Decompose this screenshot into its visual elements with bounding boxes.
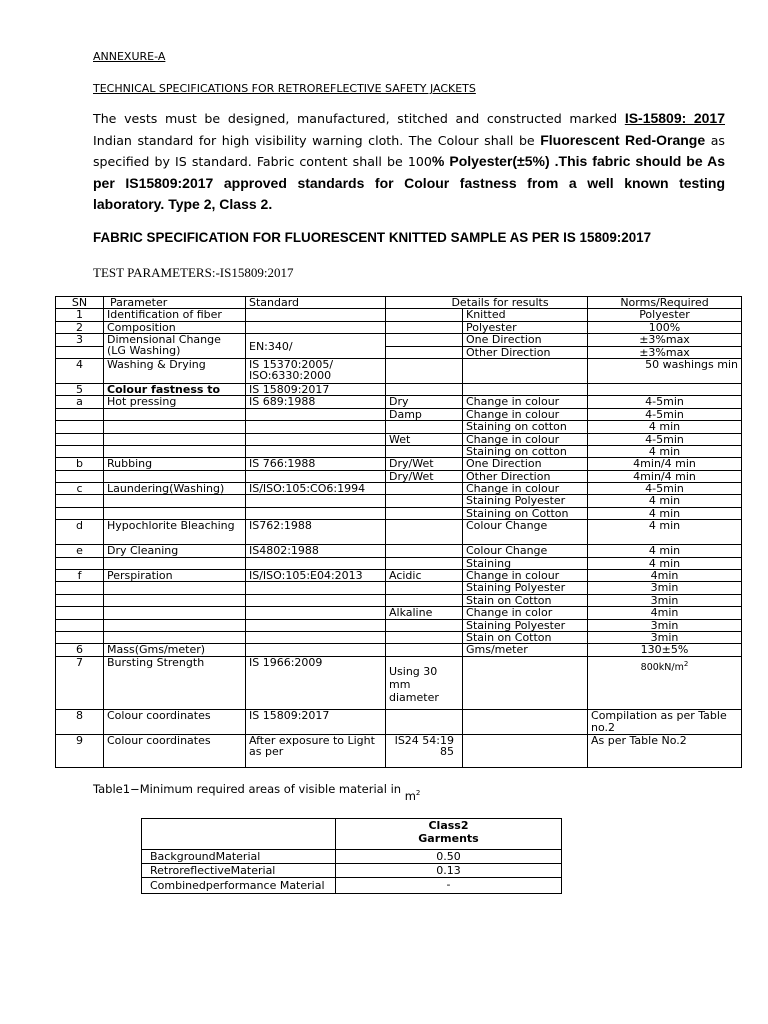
- condition-cell: [386, 346, 463, 358]
- standard-cell: IS 15370:2005/ ISO:6330:2000: [246, 358, 386, 383]
- condition-cell: Damp: [386, 408, 463, 420]
- detail-cell: [463, 656, 588, 709]
- detail-cell: [463, 709, 588, 734]
- parameter-cell: Hot pressing: [104, 396, 246, 408]
- header-cell: SN: [56, 297, 104, 309]
- norm-cell: 3min: [588, 582, 742, 594]
- norm-cell: 130±5%: [588, 644, 742, 656]
- standard-cell: [246, 470, 386, 482]
- condition-cell: Using 30 mm diameter: [386, 656, 463, 709]
- condition-cell: [386, 644, 463, 656]
- norm-cell: ±3%max: [588, 334, 742, 346]
- standard-cell: [246, 421, 386, 433]
- table-row: [56, 644, 742, 656]
- intro-paragraph: [93, 108, 725, 216]
- table-row: [56, 421, 742, 433]
- condition-cell: [386, 582, 463, 594]
- sn-cell: [56, 631, 104, 643]
- sn-cell: c: [56, 483, 104, 495]
- header-cell: Standard: [246, 297, 386, 309]
- norm-cell: 50 washings min: [588, 358, 742, 383]
- detail-cell: Change in colour: [463, 396, 588, 408]
- norm-cell: 4min: [588, 570, 742, 582]
- standard-cell: IS/ISO:105:E04:2013: [246, 570, 386, 582]
- norm-cell: 4min: [588, 607, 742, 619]
- sn-cell: d: [56, 520, 104, 545]
- parameter-cell: [104, 594, 246, 606]
- material-cell: RetroreflectiveMaterial: [142, 864, 336, 878]
- detail-cell: Other Direction: [463, 470, 588, 482]
- intro-polyester: % Polyester(±5%): [431, 153, 550, 169]
- intro-standard: IS-15809: 2017: [624, 110, 725, 126]
- detail-cell: [463, 734, 588, 767]
- sn-cell: [56, 507, 104, 519]
- detail-cell: Colour Change: [463, 520, 588, 545]
- sn-cell: [56, 582, 104, 594]
- detail-cell: Staining on cotton: [463, 445, 588, 457]
- detail-cell: Staining on cotton: [463, 421, 588, 433]
- standard-cell: [246, 445, 386, 457]
- material-cell: Combinedperformance Material: [142, 878, 336, 894]
- parameter-cell: Colour coordinates: [104, 734, 246, 767]
- parameter-cell: [104, 470, 246, 482]
- parameter-cell: [104, 408, 246, 420]
- norm-cell: 4 min: [588, 507, 742, 519]
- condition-cell: [386, 445, 463, 457]
- norm-cell: 4-5min: [588, 408, 742, 420]
- parameter-cell: [104, 557, 246, 569]
- table-row: [56, 470, 742, 482]
- table-row: [56, 594, 742, 606]
- norm-cell: 4min/4 min: [588, 458, 742, 470]
- standard-cell: After exposure to Light as per: [246, 734, 386, 767]
- standard-cell: [246, 408, 386, 420]
- sn-cell: 9: [56, 734, 104, 767]
- standard-cell: IS 689:1988: [246, 396, 386, 408]
- detail-cell: Colour Change: [463, 545, 588, 557]
- norm-cell: [588, 656, 742, 709]
- sn-cell: 6: [56, 644, 104, 656]
- parameter-cell: Colour fastness to: [104, 383, 246, 395]
- header-line-1: Class2: [428, 819, 469, 832]
- detail-cell: Staining Polyester: [463, 495, 588, 507]
- norm-cell: 4 min: [588, 520, 742, 545]
- table-row: [142, 864, 562, 878]
- sn-cell: b: [56, 458, 104, 470]
- table-row: [142, 878, 562, 894]
- area-cell: 0.50: [336, 850, 562, 864]
- detail-cell: Staining on Cotton: [463, 507, 588, 519]
- condition-cell: Dry/Wet: [386, 458, 463, 470]
- table-row: [56, 631, 742, 643]
- norm-cell: 4 min: [588, 495, 742, 507]
- condition-cell: [386, 421, 463, 433]
- table-row: [56, 458, 742, 470]
- condition-cell: [386, 631, 463, 643]
- table-row: [56, 507, 742, 519]
- condition-cell: Alkaline: [386, 607, 463, 619]
- standard-cell: [246, 594, 386, 606]
- superscript: 2: [415, 789, 421, 798]
- table-row: [56, 557, 742, 569]
- parameter-cell: [104, 495, 246, 507]
- detail-cell: One Direction: [463, 334, 588, 346]
- standard-cell: [246, 557, 386, 569]
- parameter-cell: Hypochlorite Bleaching: [104, 520, 246, 545]
- condition-cell: [386, 709, 463, 734]
- table-row: [56, 570, 742, 582]
- table-row: [56, 656, 742, 709]
- sn-cell: e: [56, 545, 104, 557]
- detail-cell: Change in color: [463, 607, 588, 619]
- parameter-cell: Rubbing: [104, 458, 246, 470]
- sn-cell: [56, 421, 104, 433]
- standard-cell: [246, 619, 386, 631]
- header-cell: Norms/Required: [588, 297, 742, 309]
- standard-cell: IS 15809:2017: [246, 383, 386, 395]
- header-cell: Details for results: [386, 297, 588, 309]
- test-parameters-title: TEST PARAMETERS:-IS15809:2017: [93, 265, 294, 280]
- condition-cell: Acidic: [386, 570, 463, 582]
- detail-cell: Polyester: [463, 321, 588, 333]
- fabric-spec-title: FABRIC SPECIFICATION FOR FLUORESCENT KNITTED SAMPLE AS PER IS 15809:2017: [93, 230, 652, 245]
- sn-cell: [56, 408, 104, 420]
- table-row: [56, 445, 742, 457]
- superscript: 2: [683, 659, 689, 668]
- sn-cell: [56, 470, 104, 482]
- parameter-cell: Colour coordinates: [104, 709, 246, 734]
- sn-cell: 2: [56, 321, 104, 333]
- condition-cell: [386, 358, 463, 383]
- norm-cell: 4 min: [588, 545, 742, 557]
- table-row: [56, 408, 742, 420]
- table-row: [56, 607, 742, 619]
- norm-cell: 4-5min: [588, 433, 742, 445]
- sn-cell: 7: [56, 656, 104, 709]
- detail-cell: Change in colour: [463, 483, 588, 495]
- table1-header-row: [142, 819, 562, 850]
- standard-cell: IS762:1988: [246, 520, 386, 545]
- standard-cell: [246, 309, 386, 321]
- bursting-norm-text: 800kN/m: [640, 661, 684, 673]
- standard-cell: IS4802:1988: [246, 545, 386, 557]
- standard-cell: [246, 631, 386, 643]
- parameter-cell: [104, 445, 246, 457]
- condition-cell: [386, 334, 463, 346]
- norm-cell: 3min: [588, 619, 742, 631]
- sn-cell: 1: [56, 309, 104, 321]
- parameter-cell: [104, 607, 246, 619]
- sn-cell: 8: [56, 709, 104, 734]
- parameter-cell: Bursting Strength: [104, 656, 246, 709]
- detail-cell: Stain on Cotton: [463, 631, 588, 643]
- table-row: [56, 619, 742, 631]
- condition-cell: [386, 619, 463, 631]
- detail-cell: Staining Polyester: [463, 619, 588, 631]
- norm-cell: Polyester: [588, 309, 742, 321]
- norm-cell: 4 min: [588, 445, 742, 457]
- sn-cell: 4: [56, 358, 104, 383]
- norm-cell: 4-5min: [588, 396, 742, 408]
- table-row: [56, 709, 742, 734]
- detail-cell: Other Direction: [463, 346, 588, 358]
- detail-cell: [463, 358, 588, 383]
- parameter-cell: [104, 421, 246, 433]
- material-cell: BackgroundMaterial: [142, 850, 336, 864]
- intro-text-4: .This fabric should be As per IS15809:2017 approved standards for Colour fastness from a well known testing laboratory. Type 2, Class 2.: [93, 153, 725, 212]
- table-row: [56, 334, 742, 346]
- condition-cell: [386, 495, 463, 507]
- standard-cell: [246, 507, 386, 519]
- standard-cell: IS 766:1988: [246, 458, 386, 470]
- condition-cell: [386, 545, 463, 557]
- norm-cell: As per Table No.2: [588, 734, 742, 767]
- condition-cell: Dry/Wet: [386, 470, 463, 482]
- standard-cell: [246, 433, 386, 445]
- standard-cell: IS/ISO:105:CO6:1994: [246, 483, 386, 495]
- table-row: [142, 850, 562, 864]
- detail-cell: Stain on Cotton: [463, 594, 588, 606]
- condition-cell: [386, 483, 463, 495]
- standard-cell: IS 1966:2009: [246, 656, 386, 709]
- standard-cell: IS 15809:2017: [246, 709, 386, 734]
- unit-m2: [405, 789, 421, 803]
- technical-spec-title: TECHNICAL SPECIFICATIONS FOR RETROREFLECTIVE SAFETY JACKETS: [93, 82, 476, 95]
- intro-colour: Fluorescent Red-Orange: [540, 131, 706, 148]
- table-row: [56, 321, 742, 333]
- condition-cell: Dry: [386, 396, 463, 408]
- detail-cell: [463, 383, 588, 395]
- norm-cell: 4min/4 min: [588, 470, 742, 482]
- detail-cell: Change in colour: [463, 408, 588, 420]
- sn-cell: [56, 607, 104, 619]
- parameter-cell: [104, 582, 246, 594]
- parameter-cell: [104, 507, 246, 519]
- norm-cell: 3min: [588, 631, 742, 643]
- condition-cell: IS24 54:19 85: [386, 734, 463, 767]
- sn-cell: [56, 445, 104, 457]
- parameter-cell: Dimensional Change (LG Washing): [104, 334, 246, 359]
- parameter-cell: Mass(Gms/meter): [104, 644, 246, 656]
- table-row: [56, 433, 742, 445]
- annexure-heading: ANNEXURE-A: [93, 50, 166, 63]
- parameter-cell: Perspiration: [104, 570, 246, 582]
- detail-cell: Change in colour: [463, 570, 588, 582]
- norm-cell: ±3%max: [588, 346, 742, 358]
- parameter-cell: [104, 631, 246, 643]
- area-cell: -: [336, 878, 562, 894]
- norm-cell: [588, 383, 742, 395]
- detail-cell: One Direction: [463, 458, 588, 470]
- standard-cell: [246, 644, 386, 656]
- condition-cell: [386, 520, 463, 545]
- condition-cell: [386, 594, 463, 606]
- unit-text: m: [404, 789, 416, 803]
- parameter-cell: Laundering(Washing): [104, 483, 246, 495]
- intro-text-2: Indian standard for high visibility warning cloth. The Colour shall be: [93, 132, 541, 148]
- header-cell: Parameter: [104, 297, 246, 309]
- table-row: [56, 520, 742, 545]
- standard-cell: [246, 582, 386, 594]
- table-row: [56, 358, 742, 383]
- norm-cell: 4 min: [588, 557, 742, 569]
- area-cell: 0.13: [336, 864, 562, 878]
- sn-cell: 5: [56, 383, 104, 395]
- sn-cell: [56, 495, 104, 507]
- parameter-cell: Identification of fiber: [104, 309, 246, 321]
- table-row: [56, 383, 742, 395]
- spec-header-row: [56, 297, 742, 309]
- table-row: [56, 582, 742, 594]
- sn-cell: [56, 433, 104, 445]
- parameter-cell: Composition: [104, 321, 246, 333]
- table-row: [56, 309, 742, 321]
- standard-cell: [246, 495, 386, 507]
- condition-cell: [386, 507, 463, 519]
- parameter-cell: [104, 433, 246, 445]
- detail-cell: Gms/meter: [463, 644, 588, 656]
- sn-cell: [56, 557, 104, 569]
- sn-cell: [56, 594, 104, 606]
- detail-cell: Staining Polyester: [463, 582, 588, 594]
- table1-empty-header: [142, 819, 336, 850]
- sn-cell: a: [56, 396, 104, 408]
- standard-cell: [246, 607, 386, 619]
- detail-cell: Staining: [463, 557, 588, 569]
- sn-cell: f: [56, 570, 104, 582]
- sn-cell: [56, 619, 104, 631]
- sn-cell: 3: [56, 334, 104, 346]
- norm-cell: Compilation as per Table no.2: [588, 709, 742, 734]
- parameter-cell: [104, 619, 246, 631]
- condition-cell: Wet: [386, 433, 463, 445]
- table1-caption: [93, 782, 421, 803]
- norm-cell: 100%: [588, 321, 742, 333]
- parameter-cell: Dry Cleaning: [104, 545, 246, 557]
- table-row: [56, 483, 742, 495]
- norm-cell: 3min: [588, 594, 742, 606]
- table1-caption-text: Table1−Minimum required areas of visible material in: [93, 782, 405, 796]
- condition-cell: [386, 321, 463, 333]
- table-row: [56, 734, 742, 767]
- parameter-cell: Washing & Drying: [104, 358, 246, 383]
- detail-cell: Change in colour: [463, 433, 588, 445]
- table1: [141, 818, 562, 894]
- condition-cell: [386, 309, 463, 321]
- intro-text-1: The vests must be designed, manufactured, stitched and constructed marked: [93, 111, 625, 126]
- norm-cell: 4-5min: [588, 483, 742, 495]
- sn-cell: [56, 346, 104, 358]
- table-row: [56, 495, 742, 507]
- standard-cell: [246, 321, 386, 333]
- condition-cell: [386, 383, 463, 395]
- norm-cell: 4 min: [588, 421, 742, 433]
- intro-text-3: as specified by IS standard. Fabric content shall be 100: [93, 132, 725, 169]
- table-row: [56, 396, 742, 408]
- table-row: [56, 545, 742, 557]
- spec-table: [55, 296, 742, 768]
- header-line-2: Garments: [418, 832, 479, 845]
- table1-class-header: [336, 819, 562, 850]
- condition-cell: [386, 557, 463, 569]
- standard-cell: EN:340/: [246, 334, 386, 359]
- detail-cell: Knitted: [463, 309, 588, 321]
